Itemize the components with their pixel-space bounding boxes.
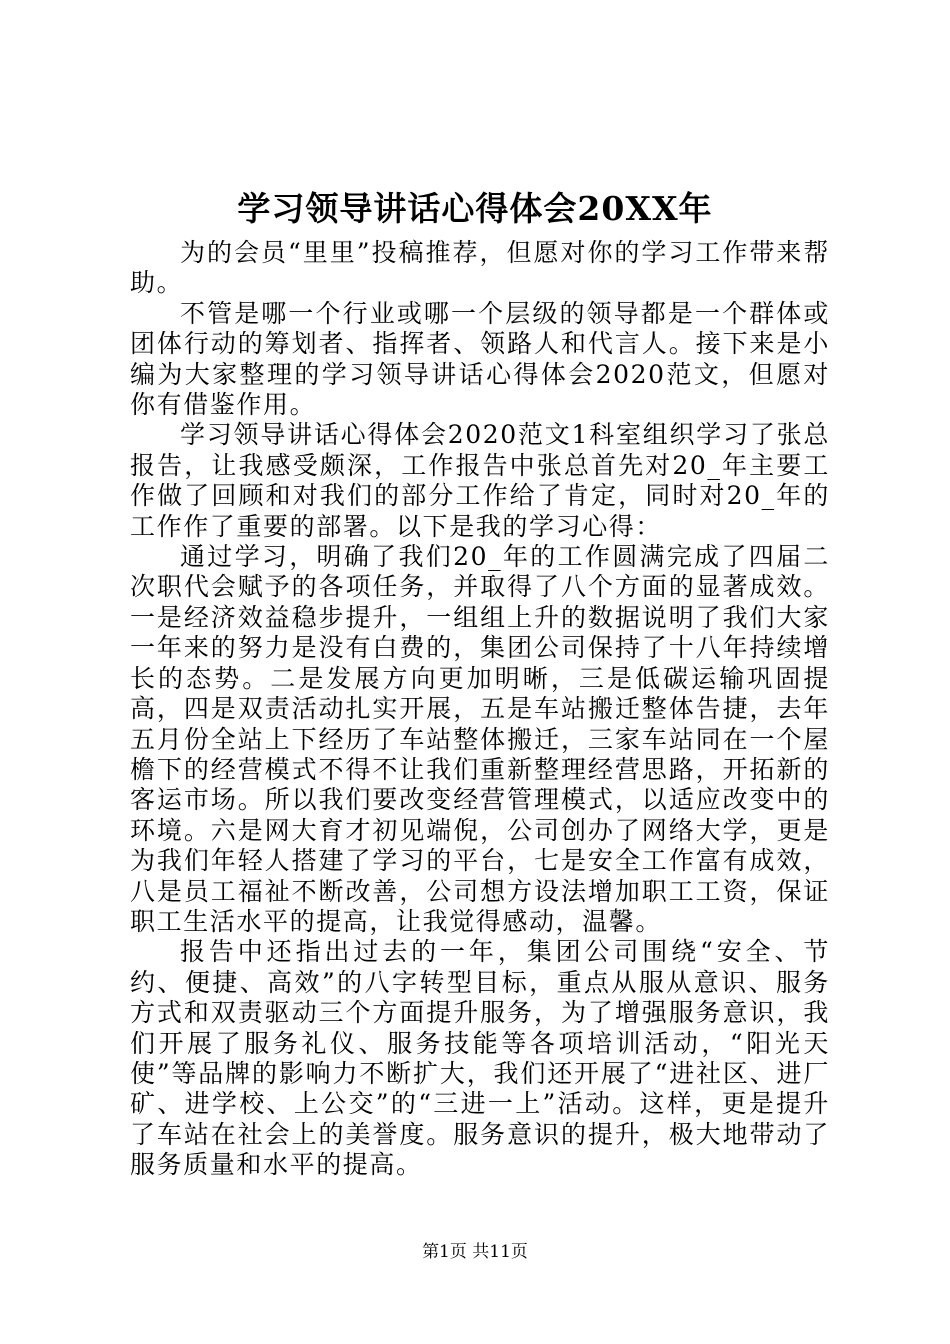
paragraph-intro: 为的会员“里里”投稿推荐，但愿对你的学习工作带来帮助。 [130,238,830,298]
paragraph-service: 报告中还指出过去的一年，集团公司围绕“安全、节约、便捷、高效”的八字转型目标，重点从服从意识、服务方式和双责驱动三个方面提升服务，为了增强服务意识，我们开展了服务礼仪、服务技能等各项培训活动，“阳光天使”等品牌的影响力不断扩大，我们还开展了“进社区、进厂矿、进学校、上公交”的“三进一上”活动。这样，更是提升了车站在社会上的美誉度。服务意识的提升，极大地带动了服务质量和水平的提高。 [130,937,830,1180]
paragraph-study-report: 学习领导讲话心得体会2020范文1科室组织学习了张总报告，让我感受颇深，工作报告中张总首先对20_年主要工作做了回顾和对我们的部分工作给了肯定，同时对20_年的工作作了重要的部署。以下是我的学习心得： [130,420,830,541]
page-footer: 第1页 共11页 [422,1242,528,1262]
paragraph-leadership: 不管是哪一个行业或哪一个层级的领导都是一个群体或团体行动的筹划者、指挥者、领路人和代言人。接下来是小编为大家整理的学习领导讲话心得体会2020范文，但愿对你有借鉴作用。 [130,298,830,420]
paragraph-achievements: 通过学习，明确了我们20_年的工作圆满完成了四届二次职代会赋予的各项任务，并取得了八个方面的显著成效。一是经济效益稳步提升，一组组上升的数据说明了我们大家一年来的努力是没有白费的，集团公司保持了十八年持续增长的态势。二是发展方向更加明晰，三是低碳运输巩固提高，四是双责活动扎实开展，五是车站搬迁整体告捷，去年五月份全站上下经历了车站整体搬迁，三家车站同在一个屋檐下的经营模式不得不让我们重新整理经营思路，开拓新的客运市场。所以我们要改变经营管理模式，以适应改变中的环境。六是网大育才初见端倪，公司创办了网络大学，更是为我们年轻人搭建了学习的平台，七是安全工作富有成效，八是员工福祉不断改善，公司想方设法增加职工工资，保证职工生活水平的提高，让我觉得感动，温馨。 [130,542,830,936]
document-body [130,238,830,1181]
document-title: 学习领导讲话心得体会20XX年 [237,189,713,228]
